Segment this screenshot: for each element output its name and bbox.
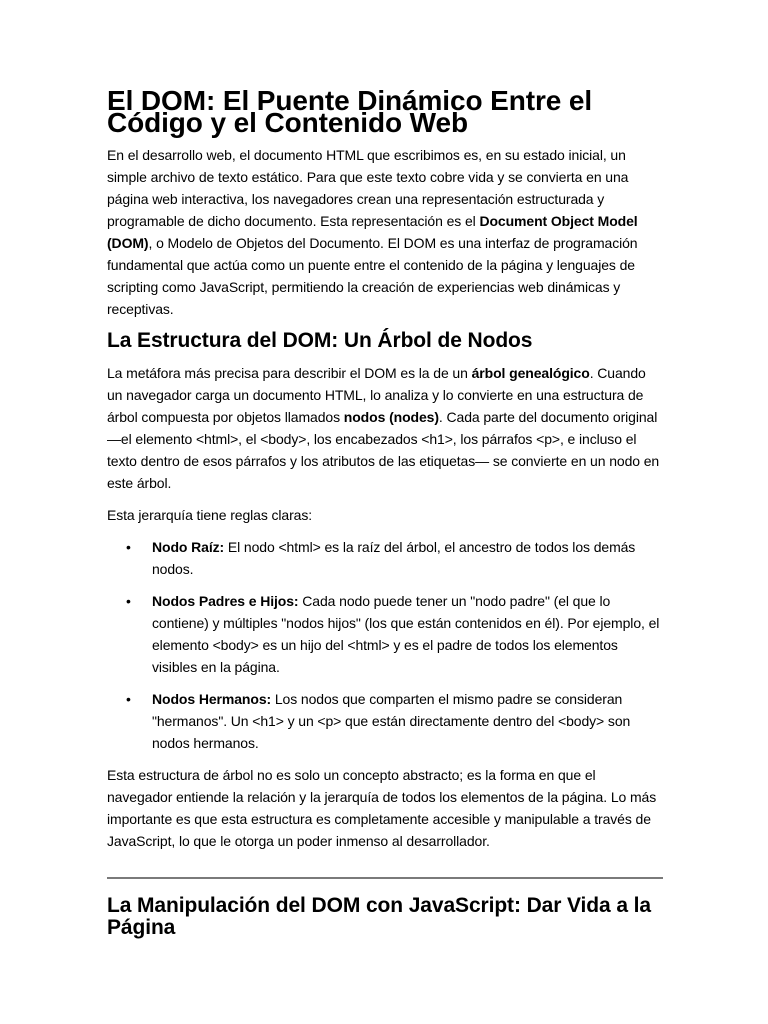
horizontal-divider xyxy=(107,877,663,879)
intro-text-b: , o Modelo de Objetos del Documento. El DOM es una interfaz de programación fundamental que actúa como un puente entre el contenido de la página y lenguajes de scripting como JavaScript, permitiendo la creación de experiencias web dinámicas y receptivas. xyxy=(107,235,638,317)
bullet-marker: • xyxy=(126,691,131,707)
bullet-text: El nodo <html> es la raíz del árbol, el ancestro de todos los demás nodos. xyxy=(152,539,636,577)
bullet-text: Los nodos que comparten el mismo padre se consideran "hermanos". Un <h1> y un <p> que están directamente dentro del <body> son nodos hermanos. xyxy=(152,691,631,751)
main-heading: El DOM: El Puente Dinámico Entre el Código y el Contenido Web xyxy=(107,85,593,138)
rules-list xyxy=(107,536,663,754)
bullet-text: Cada nodo puede tener un "nodo padre" (el que lo contiene) y múltiples "nodos hijos" (los que están contenidos en él). Por ejemplo, el elemento <body> es un hijo del <html> y es el padre de todos los elementos visibles en la página. xyxy=(152,593,660,675)
tree-text-b: . Cuando un navegador carga un documento HTML, lo analiza y lo convierte en una estructura de árbol compuesta por objetos llamados xyxy=(107,365,646,425)
tree-bold-genealogico: árbol genealógico xyxy=(471,365,590,381)
list-item xyxy=(107,536,663,580)
manipulation-heading: La Manipulación del DOM con JavaScript: Dar Vida a la Página xyxy=(107,894,651,939)
bullet-term: Nodo Raíz: xyxy=(152,539,225,555)
tree-paragraph xyxy=(107,362,663,494)
list-item xyxy=(107,590,663,678)
bullet-term: Nodos Hermanos: xyxy=(152,691,272,707)
rules-intro: Esta jerarquía tiene reglas claras: xyxy=(107,507,313,523)
list-item xyxy=(107,688,663,754)
tree-bold-nodos: nodos (nodes) xyxy=(343,409,439,425)
intro-text-a: En el desarrollo web, el documento HTML que escribimos es, en su estado inicial, un simple archivo de texto estático. Para que este texto cobre vida y se convierta en una página web interactiva, los navegadores crean una representación estructurada y programable de dicho documento. Esta representación es el xyxy=(107,147,629,229)
bullet-marker: • xyxy=(126,593,131,609)
tree-heading: La Estructura del DOM: Un Árbol de Nodos xyxy=(107,329,533,352)
bullet-marker: • xyxy=(126,539,131,555)
intro-paragraph xyxy=(107,144,663,320)
closing-paragraph: Esta estructura de árbol no es solo un concepto abstracto; es la forma en que el navegador entiende la relación y la jerarquía de todos los elementos de la página. Lo más importante es que esta estructura es completamente accesible y manipulable a través de JavaScript, lo que le otorga un poder inmenso al desarrollador. xyxy=(107,767,657,849)
tree-text-c: . Cada parte del documento original —el elemento <html>, el <body>, los encabezados <h1>, los párrafos <p>, e incluso el texto dentro de esos párrafos y los atributos de las etiquetas— se convierte en un nodo en este árbol. xyxy=(107,409,660,491)
tree-text-a: La metáfora más precisa para describir el DOM es la de un xyxy=(107,365,472,381)
intro-bold-dom: Document Object Model (DOM) xyxy=(107,213,638,251)
bullet-term: Nodos Padres e Hijos: xyxy=(152,593,299,609)
document-page xyxy=(107,85,663,939)
